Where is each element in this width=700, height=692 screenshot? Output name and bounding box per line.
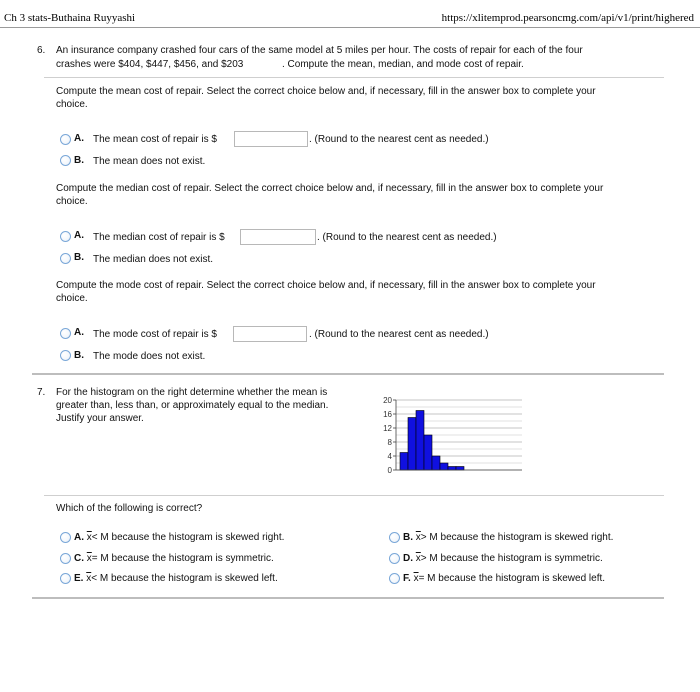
y-tick-label-16: 16: [383, 410, 392, 419]
histogram-bar-2: [408, 418, 416, 471]
q7-option-a: [74, 531, 284, 544]
histogram-bar-3: [416, 411, 424, 471]
mean-prompt-line2: choice.: [56, 99, 88, 110]
q7-option-a-letter: A.: [74, 532, 84, 543]
mode-option-b-radio[interactable]: [60, 350, 71, 361]
q7-option-a-xbar: $\overline{x}$: [86, 532, 92, 543]
q7-option-b-xbar: $\overline{x}$: [415, 532, 421, 543]
y-tick-label-20: 20: [383, 396, 392, 405]
q7-option-e-text: because the histogram is skewed left.: [110, 573, 278, 584]
q7-option-f: [403, 572, 605, 585]
mode-option-a-letter: A.: [74, 327, 84, 338]
histogram-bar-6: [440, 463, 448, 470]
q6-divider: [44, 77, 664, 78]
median-option-b-radio[interactable]: [60, 253, 71, 264]
y-tick-label-8: 8: [387, 438, 392, 447]
mean-option-b-text: The mean does not exist.: [93, 156, 206, 167]
mode-option-b-letter: B.: [74, 350, 84, 361]
page-bottom-separator: [32, 597, 664, 599]
q7-option-b-radio[interactable]: [389, 532, 400, 543]
q7-option-d: [403, 552, 603, 565]
mean-option-b-letter: B.: [74, 155, 84, 166]
mode-option-b-text: The mode does not exist.: [93, 351, 206, 362]
histogram-bar-7: [448, 467, 456, 471]
q7-question: Which of the following is correct?: [56, 503, 203, 514]
q7-stem-line1: For the histogram on the right determine whether the mean is: [56, 387, 328, 398]
q7-stem-line2: greater than, less than, or approximately equal to the median.: [56, 400, 329, 411]
mode-option-a-text: The mode cost of repair is $: [93, 329, 217, 340]
mode-option-a-hint: . (Round to the nearest cent as needed.): [309, 329, 489, 340]
mean-prompt-line1: Compute the mean cost of repair. Select the correct choice below and, if necessary, fill in the answer box to complete your: [56, 86, 596, 97]
q7-option-d-xbar: $\overline{x}$: [415, 553, 421, 564]
q7-option-c-rel: = M: [91, 553, 109, 564]
mean-option-b-radio[interactable]: [60, 155, 71, 166]
q7-option-b-text: because the histogram is skewed right.: [440, 532, 614, 543]
mode-option-a-radio[interactable]: [60, 328, 71, 339]
q6-stem-line1: An insurance company crashed four cars of the same model at 5 miles per hour. The costs of repair for each of the four: [56, 45, 583, 56]
q7-option-f-text: because the histogram is skewed left.: [438, 573, 606, 584]
y-tick-label-4: 4: [387, 452, 392, 461]
y-tick-label-12: 12: [383, 424, 392, 433]
q7-option-c-text: because the histogram is symmetric.: [111, 553, 274, 564]
histogram-bar-1: [400, 453, 408, 471]
q6-stem-line2a: crashes were $404, $447, $456, and $203: [56, 59, 244, 70]
q6-number: 6.: [37, 45, 46, 56]
mean-option-a-hint: . (Round to the nearest cent as needed.): [309, 134, 489, 145]
q7-option-c-radio[interactable]: [60, 553, 71, 564]
mode-prompt-line1: Compute the mode cost of repair. Select the correct choice below and, if necessary, fill in the answer box to complete your: [56, 280, 596, 291]
q7-option-e-letter: E.: [74, 573, 84, 584]
q7-option-d-text: because the histogram is symmetric.: [440, 553, 603, 564]
median-option-a-text: The median cost of repair is $: [93, 232, 225, 243]
q7-option-c: [74, 552, 274, 565]
q7-option-f-radio[interactable]: [389, 573, 400, 584]
q7-option-e-radio[interactable]: [60, 573, 71, 584]
median-option-a-radio[interactable]: [60, 231, 71, 242]
q7-option-f-xbar: $\overline{x}$: [413, 573, 419, 584]
q7-option-e-xbar: $\overline{x}$: [86, 573, 92, 584]
mean-option-a-radio[interactable]: [60, 134, 71, 145]
mean-answer-input[interactable]: [234, 131, 308, 147]
median-prompt-line1: Compute the median cost of repair. Select the correct choice below and, if necessary, fill in the answer box to complete your: [56, 183, 604, 194]
q7-option-d-radio[interactable]: [389, 553, 400, 564]
q7-option-f-rel: = M: [418, 573, 436, 584]
q7-option-f-letter: F.: [403, 573, 411, 584]
header-divider: [0, 27, 700, 28]
median-option-b-letter: B.: [74, 252, 84, 263]
q7-option-d-rel: > M: [420, 553, 438, 564]
q6-stem-line2b: . Compute the mean, median, and mode cost of repair.: [282, 59, 524, 70]
median-answer-input[interactable]: [240, 229, 316, 245]
median-prompt-line2: choice.: [56, 196, 88, 207]
q7-option-a-text: because the histogram is skewed right.: [111, 532, 285, 543]
mean-option-a-letter: A.: [74, 133, 84, 144]
histogram-bar-4: [424, 435, 432, 470]
q7-stem-line3: Justify your answer.: [56, 413, 144, 424]
q7-option-b-letter: B.: [403, 532, 413, 543]
median-option-b-text: The median does not exist.: [93, 254, 214, 265]
median-option-a-letter: A.: [74, 230, 84, 241]
mode-answer-input[interactable]: [233, 326, 307, 342]
median-option-a-hint: . (Round to the nearest cent as needed.): [317, 232, 497, 243]
q7-divider: [44, 495, 664, 496]
q7-option-a-radio[interactable]: [60, 532, 71, 543]
q7-number: 7.: [37, 387, 46, 398]
histogram-chart: [370, 392, 530, 476]
mean-option-a-text: The mean cost of repair is $: [93, 134, 217, 145]
y-tick-label-0: 0: [387, 466, 392, 475]
mode-prompt-line2: choice.: [56, 293, 88, 304]
print-header-url: https://xlitemprod.pearsoncmg.com/api/v1/print/highered: [441, 12, 694, 24]
q7-option-c-letter: C.: [74, 553, 84, 564]
q7-option-e: [74, 572, 278, 585]
question-separator: [32, 373, 664, 375]
q7-option-b-rel: > M: [420, 532, 438, 543]
q7-option-c-xbar: $\overline{x}$: [86, 553, 92, 564]
histogram-bar-8: [456, 467, 464, 471]
histogram-bar-5: [432, 456, 440, 470]
print-header-title: Ch 3 stats-Buthaina Ruyyashi: [4, 12, 136, 24]
q7-option-a-rel: < M: [91, 532, 109, 543]
q7-option-d-letter: D.: [403, 553, 413, 564]
q7-option-e-rel: < M: [91, 573, 109, 584]
q7-option-b: [403, 531, 613, 544]
